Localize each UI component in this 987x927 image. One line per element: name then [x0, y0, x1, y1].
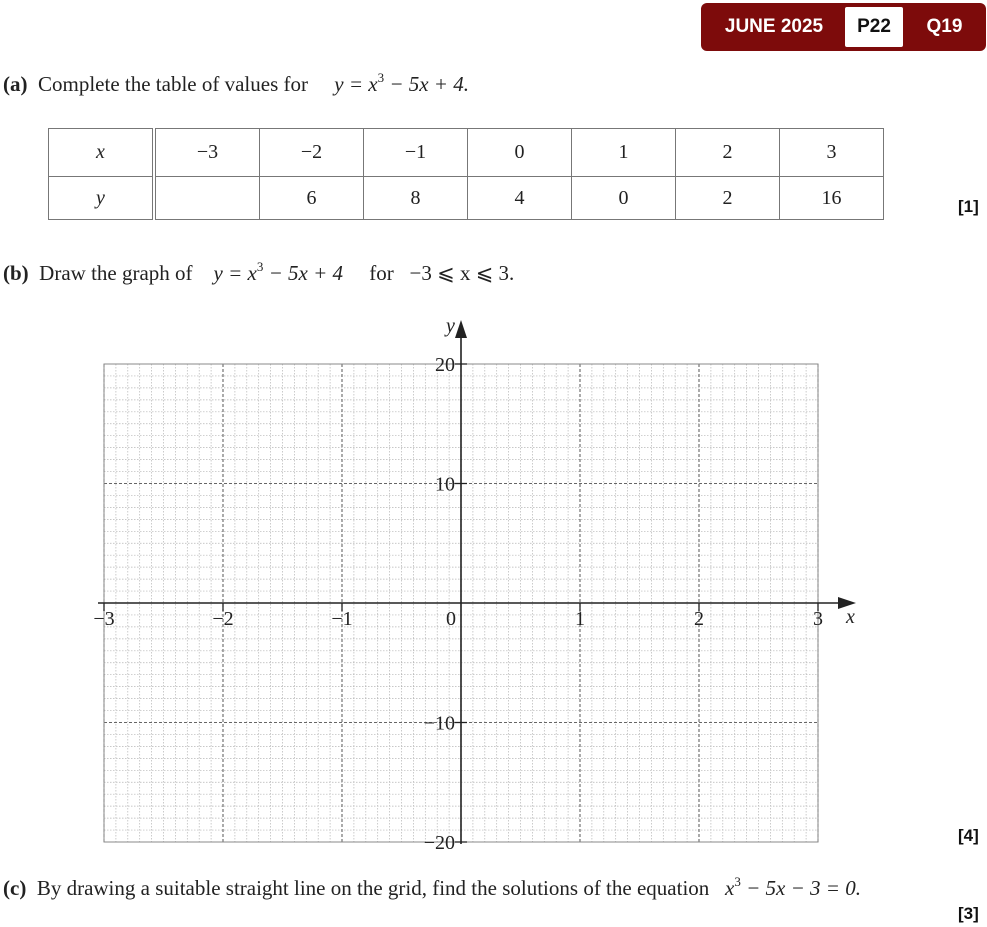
- part-c-equation: $x^3 - 5x - 3 = 0$.: [725, 874, 861, 900]
- y-cell: 8: [364, 177, 468, 220]
- question-number: Q19: [926, 16, 963, 37]
- x-cell: −1: [364, 129, 468, 177]
- y-axis-label: y: [446, 315, 455, 337]
- tick-labels: [93, 315, 855, 854]
- part-a-equation: $y = x^3 - 5x + 4$.: [334, 70, 469, 96]
- y-axis-arrow: [455, 320, 467, 338]
- part-b-range-prefix: for: [369, 261, 394, 285]
- paper-label: P22: [845, 7, 903, 47]
- y-cell: 2: [676, 177, 780, 220]
- part-c-label: (c): [3, 876, 27, 900]
- y-tick-label: −20: [423, 832, 455, 854]
- x-cell: 2: [676, 129, 780, 177]
- part-b-label: (b): [3, 261, 29, 285]
- part-a-marks: [1]: [958, 197, 979, 216]
- x-cell: 1: [572, 129, 676, 177]
- part-c-text: By drawing a suitable straight line on the grid, find the solutions of the equation: [36, 876, 710, 900]
- y-cell: 4: [468, 177, 572, 220]
- y-cell: 0: [572, 177, 676, 220]
- y-cell: 16: [780, 177, 884, 220]
- part-b-equation: $y = x^3 - 5x + 4$: [213, 259, 344, 285]
- part-a-text: Complete the table of values for: [38, 72, 308, 96]
- x-axis-label: x: [846, 606, 855, 628]
- x-cell: −2: [260, 129, 364, 177]
- part-c-marks: [3]: [958, 904, 979, 923]
- y-tick-label: 10: [435, 473, 455, 496]
- x-tick-label: 0: [446, 608, 456, 630]
- x-tick-label: 3: [813, 608, 823, 630]
- part-a-label: (a): [3, 72, 28, 96]
- part-b-marks: [4]: [958, 826, 979, 845]
- x-cell: −3: [154, 129, 260, 177]
- y-tick-label: 20: [435, 354, 455, 376]
- axes: [98, 320, 856, 844]
- x-cell: 0: [468, 129, 572, 177]
- x-tick-label: −1: [331, 608, 353, 630]
- x-tick-label: −2: [212, 608, 234, 630]
- y-cell: 6: [260, 177, 364, 220]
- y-tick-label: −10: [423, 712, 455, 735]
- x-header-cell: x: [49, 129, 155, 177]
- part-b-text: Draw the graph of: [39, 261, 193, 285]
- session-label: JUNE 2025: [724, 16, 824, 37]
- part-c-question: [3, 876, 861, 901]
- part-b-range: −3 ⩽ x ⩽ 3.: [409, 261, 515, 285]
- x-tick-label: −3: [93, 608, 115, 630]
- y-header-cell: y: [49, 177, 155, 220]
- x-tick-label: 2: [694, 608, 704, 630]
- x-tick-label: 1: [575, 608, 585, 630]
- x-cell: 3: [780, 129, 884, 177]
